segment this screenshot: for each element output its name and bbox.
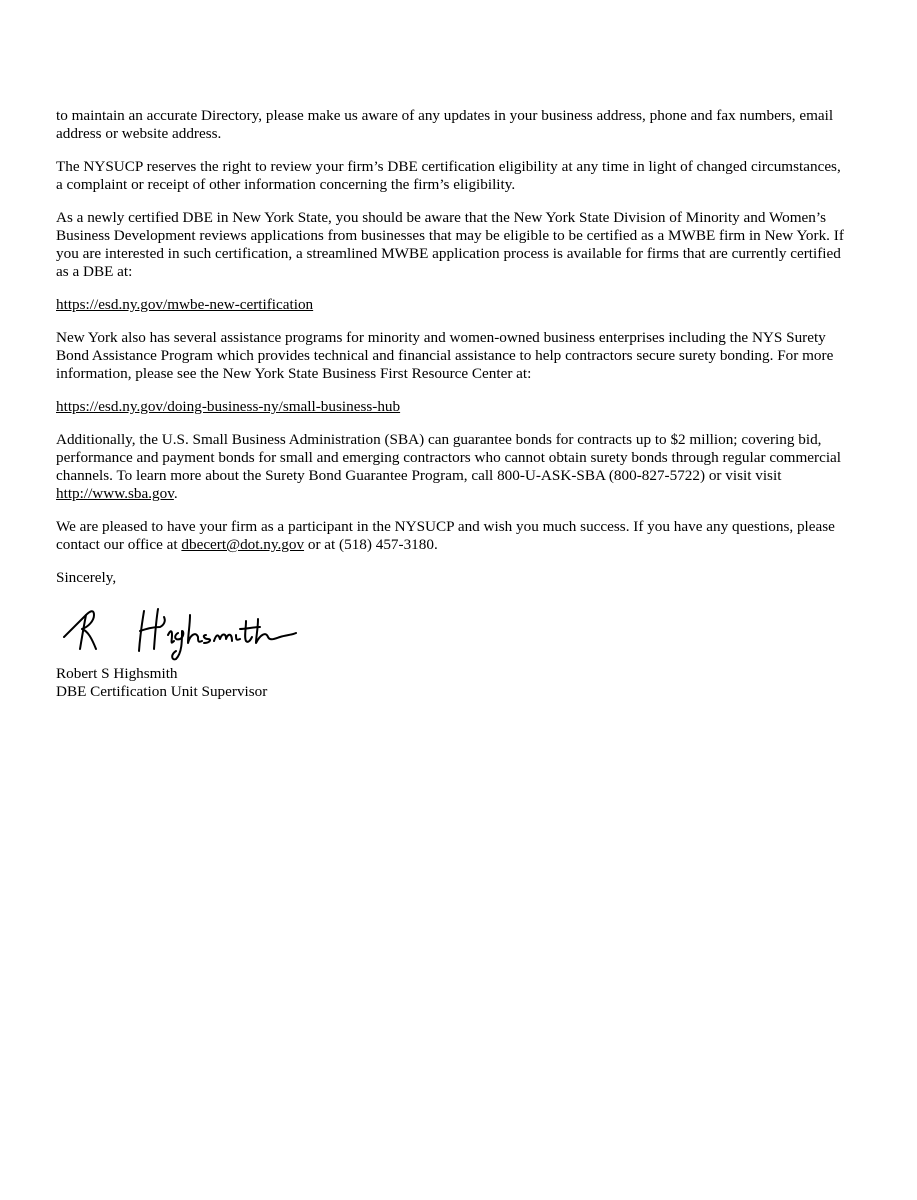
sba-website-link[interactable]: http://www.sba.gov — [56, 485, 174, 502]
paragraph-sba-bonds — [56, 431, 846, 503]
paragraph-mwbe-certification: As a newly certified DBE in New York State, you should be aware that the New York State Division of Minority and Women’s Business Development reviews applications from businesses that may be eligible to be certified as a MWBE firm in New York. If you are interested in such certification, a streamlined MWBE application process is available for firms that are currently certified as a DBE at: — [56, 209, 844, 280]
contact-text-end: or at (518) 457-3180. — [304, 536, 438, 553]
handwritten-signature — [60, 601, 300, 665]
closing-salutation: Sincerely, — [56, 569, 117, 586]
contact-text: We are pleased to have your firm as a participant in the NYSUCP and wish you much success. If you have any questions, please contact our office at — [56, 518, 835, 553]
mwbe-certification-link[interactable]: https://esd.ny.gov/mwbe-new-certification — [56, 296, 314, 313]
paragraph-eligibility-review: The NYSUCP reserves the right to review your firm’s DBE certification eligibility at any time in light of changed circumstances, a complaint or receipt of other information concerning the firm’s eligibility. — [56, 158, 841, 193]
signer-title: DBE Certification Unit Supervisor — [56, 683, 268, 700]
paragraph-contact — [56, 518, 846, 554]
mwbe-link-paragraph — [56, 296, 846, 314]
signer-name: Robert S Highsmith — [56, 665, 178, 682]
sba-text: Additionally, the U.S. Small Business Administration (SBA) can guarantee bonds for contracts up to $2 million; covering bid, performance and payment bonds for small and emerging contractors who cannot obtain surety bonds through regular commercial channels. To learn more about the Surety Bond Guarantee Program, call 800-U-ASK-SBA (800-827-5722) or visit visit — [56, 431, 842, 484]
paragraph-directory-updates: to maintain an accurate Directory, please make us aware of any updates in your business address, phone and fax numbers, email address or website address. — [56, 107, 834, 142]
contact-email-link[interactable]: dbecert@dot.ny.gov — [181, 536, 305, 553]
sba-text-end: . — [173, 485, 178, 502]
letter-body — [56, 107, 846, 701]
small-business-link-paragraph — [56, 398, 846, 416]
small-business-hub-link[interactable]: https://esd.ny.gov/doing-business-ny/small-business-hub — [56, 398, 401, 415]
paragraph-assistance-programs: New York also has several assistance programs for minority and women-owned business enterprises including the NYS Surety Bond Assistance Program which provides technical and financial assistance to help contractors secure surety bonding. For more information, please see the New York State Business First Resource Center at: — [56, 329, 834, 382]
